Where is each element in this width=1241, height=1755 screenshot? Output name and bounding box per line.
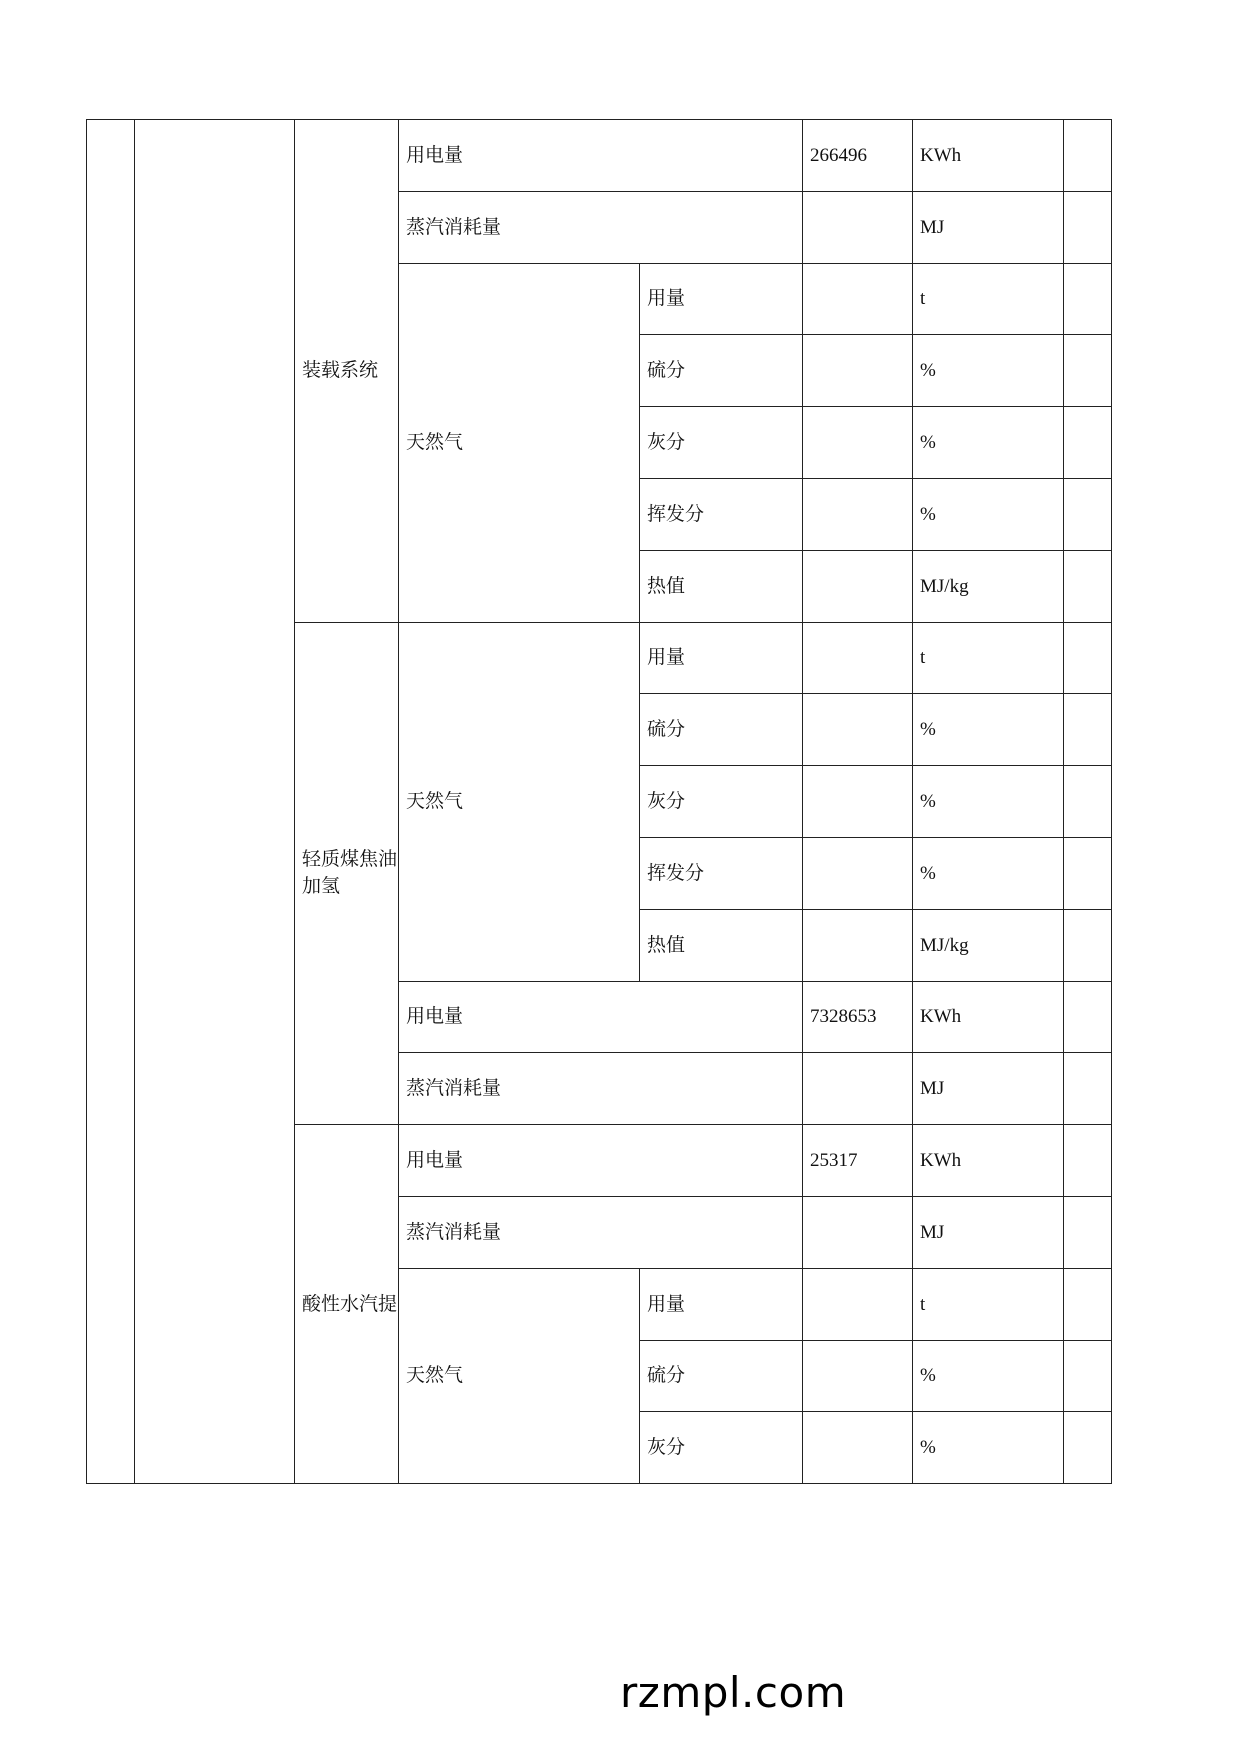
remark-cell	[1064, 909, 1112, 981]
remark-cell	[1064, 622, 1112, 694]
remark-cell	[1064, 1412, 1112, 1484]
sub-item-cell: 灰分	[640, 407, 803, 479]
site-watermark: rzmpl.com	[620, 1668, 847, 1717]
remark-cell	[1064, 837, 1112, 909]
unit-cell: %	[913, 1412, 1064, 1484]
unit-cell: KWh	[913, 981, 1064, 1053]
remark-cell	[1064, 335, 1112, 407]
value-cell	[803, 191, 913, 263]
sub-item-cell: 硫分	[640, 335, 803, 407]
remark-cell	[1064, 191, 1112, 263]
value-cell: 25317	[803, 1125, 913, 1197]
unit-cell: KWh	[913, 1125, 1064, 1197]
energy-consumption-table	[86, 119, 1112, 1484]
value-cell	[803, 766, 913, 838]
value-cell	[803, 335, 913, 407]
remark-cell	[1064, 550, 1112, 622]
unit-cell: MJ	[913, 1053, 1064, 1125]
item-cell: 用电量	[399, 120, 803, 192]
value-cell	[803, 694, 913, 766]
unit-cell: %	[913, 1340, 1064, 1412]
unit-cell: %	[913, 478, 1064, 550]
sub-item-cell: 挥发分	[640, 478, 803, 550]
unit-cell: %	[913, 407, 1064, 479]
sub-item-cell: 用量	[640, 622, 803, 694]
unit-cell: KWh	[913, 120, 1064, 192]
unit-cell: %	[913, 694, 1064, 766]
remark-cell	[1064, 1340, 1112, 1412]
sub-item-cell: 用量	[640, 263, 803, 335]
value-cell	[803, 1412, 913, 1484]
value-cell	[803, 1268, 913, 1340]
unit-cell: MJ	[913, 191, 1064, 263]
value-cell	[803, 1053, 913, 1125]
table-row	[87, 120, 1112, 192]
remark-cell	[1064, 1196, 1112, 1268]
value-cell	[803, 622, 913, 694]
value-cell	[803, 1340, 913, 1412]
item-cell: 蒸汽消耗量	[399, 1196, 803, 1268]
sub-item-cell: 灰分	[640, 1412, 803, 1484]
remark-cell	[1064, 766, 1112, 838]
value-cell	[803, 837, 913, 909]
value-cell	[803, 1196, 913, 1268]
remark-cell	[1064, 1125, 1112, 1197]
unit-cell: t	[913, 622, 1064, 694]
item-cell: 用电量	[399, 1125, 803, 1197]
value-cell: 7328653	[803, 981, 913, 1053]
unit-cell: MJ/kg	[913, 550, 1064, 622]
value-cell	[803, 909, 913, 981]
unit-cell: %	[913, 335, 1064, 407]
value-cell	[803, 550, 913, 622]
unit-cell: t	[913, 263, 1064, 335]
remark-cell	[1064, 694, 1112, 766]
index-cell	[87, 120, 135, 1484]
value-cell	[803, 407, 913, 479]
value-cell	[803, 263, 913, 335]
sub-item-cell: 灰分	[640, 766, 803, 838]
item-cell: 天然气	[399, 622, 640, 981]
remark-cell	[1064, 120, 1112, 192]
system-cell: 轻质煤焦油加氢	[295, 622, 399, 1125]
sub-item-cell: 硫分	[640, 694, 803, 766]
remark-cell	[1064, 1053, 1112, 1125]
item-cell: 蒸汽消耗量	[399, 191, 803, 263]
sub-item-cell: 用量	[640, 1268, 803, 1340]
item-cell: 用电量	[399, 981, 803, 1053]
item-cell: 天然气	[399, 263, 640, 622]
system-cell: 装载系统	[295, 120, 399, 623]
system-cell: 酸性水汽提	[295, 1125, 399, 1484]
unit-cell: MJ	[913, 1196, 1064, 1268]
value-cell	[803, 478, 913, 550]
unit-cell: t	[913, 1268, 1064, 1340]
unit-cell: MJ/kg	[913, 909, 1064, 981]
unit-cell: %	[913, 766, 1064, 838]
sub-item-cell: 热值	[640, 909, 803, 981]
item-cell: 蒸汽消耗量	[399, 1053, 803, 1125]
remark-cell	[1064, 263, 1112, 335]
unit-cell: %	[913, 837, 1064, 909]
remark-cell	[1064, 981, 1112, 1053]
category-cell	[135, 120, 295, 1484]
remark-cell	[1064, 1268, 1112, 1340]
sub-item-cell: 热值	[640, 550, 803, 622]
remark-cell	[1064, 407, 1112, 479]
item-cell: 天然气	[399, 1268, 640, 1483]
value-cell: 266496	[803, 120, 913, 192]
remark-cell	[1064, 478, 1112, 550]
sub-item-cell: 硫分	[640, 1340, 803, 1412]
sub-item-cell: 挥发分	[640, 837, 803, 909]
